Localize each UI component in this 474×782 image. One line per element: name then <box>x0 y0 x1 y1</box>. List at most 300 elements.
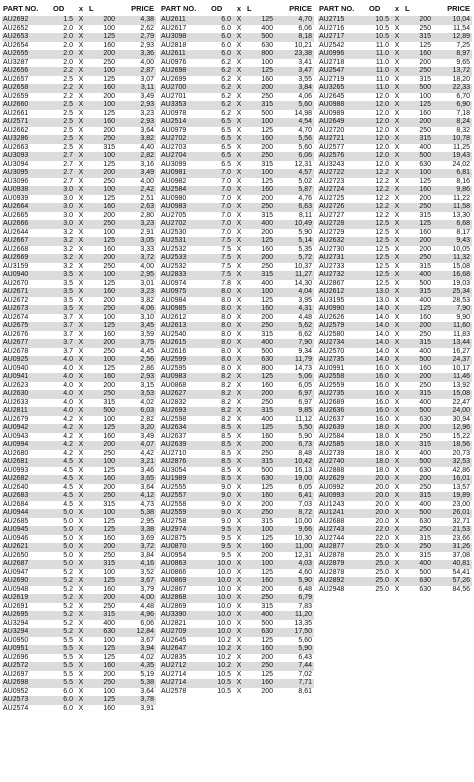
price-table <box>318 2 472 594</box>
cell-x: X <box>74 662 88 671</box>
cell-price: 8,72 <box>274 509 314 518</box>
cell-l: 100 <box>246 169 274 178</box>
cell-price: 12,89 <box>432 33 472 42</box>
cell-price: 3,72 <box>116 254 156 263</box>
cell-price: 11,54 <box>453 24 470 32</box>
header-price: PRICE <box>447 4 470 13</box>
cell-l: 160 <box>246 543 274 552</box>
table-row <box>2 203 156 212</box>
header-x: x <box>394 4 400 13</box>
cell-price: 4,00 <box>140 177 154 185</box>
cell-l: 400 <box>246 220 274 229</box>
cell-price: 24,37 <box>432 356 472 365</box>
cell-x: X <box>232 662 246 671</box>
cell-l: 125 <box>261 126 273 134</box>
cell-od: 4.2 <box>63 449 73 457</box>
cell-part-no: AU2612 <box>318 288 368 297</box>
table-row <box>2 42 156 51</box>
table-row <box>318 33 472 42</box>
cell-part-no: AU2636 <box>318 407 368 416</box>
table-row <box>160 314 314 323</box>
cell-part-no: AU2670 <box>3 279 29 287</box>
cell-l: 125 <box>103 109 115 117</box>
cell-part-no: AU2868 <box>160 594 210 603</box>
cell-part-no: AU3093 <box>2 152 52 161</box>
cell-price: 21,53 <box>432 526 472 535</box>
cell-x: X <box>74 169 88 178</box>
cell-price: 16,13 <box>294 466 312 474</box>
cell-l: 200 <box>103 670 115 678</box>
cell-l: 160 <box>88 475 116 484</box>
cell-l: 250 <box>103 177 115 185</box>
table-row <box>2 628 156 637</box>
table-row <box>2 186 156 195</box>
cell-od: 4.0 <box>52 390 74 399</box>
cell-od: 3.0 <box>52 203 74 212</box>
table-row <box>2 654 156 663</box>
cell-x: X <box>232 628 246 637</box>
cell-od: 12.2 <box>375 211 389 219</box>
cell-price: 3,82 <box>140 296 154 304</box>
cell-l: 400 <box>419 449 431 457</box>
cell-l: 160 <box>103 432 115 440</box>
table-row <box>2 620 156 629</box>
cell-price: 10,37 <box>294 262 312 270</box>
cell-part-no: AU2667 <box>2 237 52 246</box>
cell-x: X <box>232 67 246 76</box>
cell-od: 8.2 <box>221 415 231 423</box>
cell-l: 125 <box>88 577 116 586</box>
price-column-1 <box>2 2 156 780</box>
cell-part-no: AU2615 <box>160 339 210 348</box>
table-row <box>160 186 314 195</box>
cell-part-no: AU1241 <box>318 509 368 518</box>
cell-part-no: AU2684 <box>3 500 29 508</box>
cell-x: X <box>232 84 246 93</box>
table-row <box>318 467 472 476</box>
cell-price: 7,90 <box>432 305 472 314</box>
cell-x: X <box>390 135 404 144</box>
cell-part-no: AU2547 <box>318 67 368 76</box>
cell-price: 15,22 <box>452 432 470 440</box>
cell-l: 500 <box>404 356 432 365</box>
cell-od: 12.2 <box>368 169 390 178</box>
cell-x: X <box>78 126 84 134</box>
cell-part-no: AU2598 <box>161 415 187 423</box>
cell-price: 6,97 <box>298 398 312 406</box>
cell-x: X <box>232 611 246 620</box>
cell-l: 100 <box>88 67 116 76</box>
cell-x: X <box>232 118 246 127</box>
cell-price: 31,26 <box>432 543 472 552</box>
cell-price: 7,44 <box>274 662 314 671</box>
cell-part-no: AU2691 <box>3 602 29 610</box>
cell-part-no: AU2715 <box>318 16 368 25</box>
cell-od: 10.2 <box>217 636 231 644</box>
cell-od: 3.5 <box>63 296 73 304</box>
cell-price: 3,94 <box>116 645 156 654</box>
cell-part-no: AU2697 <box>3 670 29 678</box>
cell-od: 5.2 <box>52 594 74 603</box>
table-row <box>2 671 156 680</box>
cell-price: 3,11 <box>116 84 156 93</box>
cell-x: X <box>394 92 400 100</box>
cell-price: 6,70 <box>456 92 470 100</box>
cell-part-no: AU2558 <box>161 500 187 508</box>
cell-x: X <box>78 262 84 270</box>
cell-x: X <box>78 398 84 406</box>
cell-price: 4,00 <box>140 58 154 66</box>
cell-price: 2,63 <box>116 203 156 212</box>
table-row <box>2 662 156 671</box>
cell-l: 250 <box>419 381 431 389</box>
cell-x: X <box>390 33 404 42</box>
cell-l: 160 <box>88 84 116 93</box>
cell-l: 100 <box>246 288 274 297</box>
price-table <box>160 2 314 696</box>
cell-od: 12.0 <box>375 109 389 117</box>
cell-price: 3,20 <box>116 424 156 433</box>
cell-part-no: AU2740 <box>318 458 368 467</box>
cell-od: 10.0 <box>210 577 232 586</box>
cell-x: X <box>236 211 242 219</box>
cell-l: 250 <box>88 305 116 314</box>
table-row <box>160 331 314 340</box>
cell-x: X <box>78 568 84 576</box>
cell-od: 8.2 <box>210 390 232 399</box>
cell-l: 250 <box>246 509 274 518</box>
cell-od: 12.0 <box>368 152 390 161</box>
table-row <box>160 144 314 153</box>
price-table <box>2 2 156 713</box>
cell-part-no: AU2692 <box>2 16 52 25</box>
table-row <box>318 441 472 450</box>
cell-price: 5,90 <box>274 645 314 654</box>
header-l: L <box>405 4 410 13</box>
cell-x: X <box>78 687 84 695</box>
cell-x: X <box>74 101 88 110</box>
cell-l: 100 <box>88 356 116 365</box>
cell-od: 3.7 <box>52 322 74 331</box>
cell-price: 12,84 <box>116 628 156 637</box>
cell-x: X <box>232 152 246 161</box>
cell-od: 6.2 <box>221 58 231 66</box>
table-row <box>318 169 472 178</box>
table-row <box>160 620 314 629</box>
table-row <box>318 25 472 34</box>
cell-price: 42,86 <box>452 466 470 474</box>
cell-l: 200 <box>404 424 432 433</box>
cell-l: 160 <box>246 186 274 195</box>
cell-od: 6.0 <box>210 50 232 59</box>
cell-part-no: AU2644 <box>3 228 29 236</box>
cell-price: 3,64 <box>140 126 154 134</box>
cell-price: 18,20 <box>452 75 470 83</box>
cell-part-no: AU3286 <box>2 135 52 144</box>
cell-od: 3.2 <box>52 237 74 246</box>
cell-x: X <box>394 143 400 151</box>
cell-x: X <box>236 245 242 253</box>
cell-x: X <box>78 602 84 610</box>
table-row <box>160 212 314 221</box>
header-l: L <box>247 4 252 13</box>
cell-part-no: AU0939 <box>3 194 29 202</box>
cell-part-no: AU2579 <box>318 322 368 331</box>
cell-price: 2,91 <box>140 228 154 236</box>
cell-x: X <box>390 458 404 467</box>
cell-x: X <box>232 373 246 382</box>
cell-l: 160 <box>419 313 431 321</box>
cell-part-no: AU0951 <box>2 645 52 654</box>
table-row <box>318 416 472 425</box>
cell-l: 315 <box>261 602 273 610</box>
cell-l: 125 <box>103 194 115 202</box>
cell-part-no: AU2658 <box>2 84 52 93</box>
cell-x: X <box>236 619 242 627</box>
cell-od: 3.7 <box>63 330 73 338</box>
cell-price: 3,67 <box>140 636 154 644</box>
cell-od: 9.0 <box>221 500 231 508</box>
cell-l: 630 <box>246 356 274 365</box>
cell-x: X <box>394 245 400 253</box>
cell-od: 12.5 <box>375 262 389 270</box>
cell-price: 3,72 <box>116 543 156 552</box>
cell-part-no: AU0866 <box>161 568 187 576</box>
cell-price: 3,45 <box>116 322 156 331</box>
cell-part-no: AU2875 <box>161 534 187 542</box>
cell-od: 5.5 <box>52 662 74 671</box>
cell-part-no: AU0984 <box>161 296 187 304</box>
cell-price: 8,48 <box>298 449 312 457</box>
cell-l: 125 <box>419 177 431 185</box>
cell-od: 3.7 <box>63 313 73 321</box>
cell-l: 200 <box>246 84 274 93</box>
cell-l: 160 <box>261 245 273 253</box>
cell-od: 5.0 <box>52 509 74 518</box>
cell-od: 6.2 <box>210 101 232 110</box>
cell-x: X <box>74 407 88 416</box>
cell-x: X <box>394 364 400 372</box>
table-row <box>160 509 314 518</box>
cell-x: X <box>74 424 88 433</box>
cell-part-no: AU0940 <box>2 271 52 280</box>
cell-x: X <box>394 313 400 321</box>
cell-x: X <box>232 220 246 229</box>
cell-od: 4.5 <box>52 458 74 467</box>
cell-x: X <box>390 203 404 212</box>
cell-price: 3,33 <box>140 245 154 253</box>
cell-price: 3,23 <box>116 288 156 297</box>
cell-od: 11.0 <box>368 67 390 76</box>
table-row <box>160 152 314 161</box>
cell-l: 400 <box>261 415 273 423</box>
cell-od: 4.5 <box>63 483 73 491</box>
cell-price: 4,16 <box>116 560 156 569</box>
cell-l: 315 <box>88 560 116 569</box>
cell-l: 500 <box>419 279 431 287</box>
table-row <box>2 305 156 314</box>
cell-od: 5.5 <box>63 670 73 678</box>
cell-price: 16,27 <box>452 347 470 355</box>
cell-x: X <box>236 24 242 32</box>
cell-od: 5.2 <box>63 585 73 593</box>
cell-part-no: AU2666 <box>2 220 52 229</box>
cell-od: 8.5 <box>221 466 231 474</box>
cell-l: 400 <box>419 500 431 508</box>
cell-l: 200 <box>261 653 273 661</box>
cell-x: X <box>78 279 84 287</box>
cell-x: X <box>394 534 400 542</box>
cell-od: 7.5 <box>210 237 232 246</box>
cell-part-no: AU0863 <box>160 560 210 569</box>
table-row <box>2 263 156 272</box>
cell-part-no: AU2619 <box>2 594 52 603</box>
cell-l: 200 <box>261 143 273 151</box>
cell-x: X <box>394 500 400 508</box>
table-row <box>2 475 156 484</box>
cell-l: 100 <box>103 313 115 321</box>
cell-l: 100 <box>103 636 115 644</box>
cell-part-no: AU0868 <box>161 381 187 389</box>
cell-od: 2.5 <box>52 101 74 110</box>
cell-l: 250 <box>404 203 432 212</box>
table-row <box>2 127 156 136</box>
cell-od: 12.0 <box>368 118 390 127</box>
table-row <box>160 535 314 544</box>
cell-x: X <box>78 483 84 491</box>
cell-x: X <box>390 373 404 382</box>
cell-od: 4.2 <box>63 432 73 440</box>
cell-x: X <box>236 449 242 457</box>
cell-price: 4,76 <box>298 194 312 202</box>
cell-x: X <box>232 16 246 25</box>
cell-price: 6,62 <box>298 330 312 338</box>
cell-od: 4.2 <box>52 424 74 433</box>
cell-price: 6,48 <box>298 585 312 593</box>
cell-od: 10.0 <box>217 619 231 627</box>
cell-part-no: AU2668 <box>3 245 29 253</box>
cell-l: 250 <box>246 152 274 161</box>
cell-x: X <box>232 237 246 246</box>
table-row <box>318 509 472 518</box>
cell-part-no: AU3054 <box>161 466 187 474</box>
cell-x: X <box>232 560 246 569</box>
table-row <box>2 144 156 153</box>
cell-part-no: AU2696 <box>3 653 29 661</box>
cell-od: 5.2 <box>63 602 73 610</box>
cell-x: X <box>236 670 242 678</box>
cell-part-no: AU2680 <box>3 449 29 457</box>
cell-od: 9.5 <box>221 551 231 559</box>
cell-price: 8,16 <box>456 177 470 185</box>
cell-od: 20.0 <box>368 475 390 484</box>
table-row <box>2 220 156 229</box>
cell-price: 3,79 <box>140 585 154 593</box>
cell-part-no: AU2657 <box>3 75 29 83</box>
cell-part-no: AU2639 <box>160 441 210 450</box>
cell-x: X <box>74 220 88 229</box>
cell-l: 500 <box>404 407 432 416</box>
table-row <box>318 305 472 314</box>
table-row <box>2 280 156 289</box>
table-row <box>318 220 472 229</box>
cell-x: X <box>74 271 88 280</box>
cell-price: 6,03 <box>116 407 156 416</box>
cell-price: 7,83 <box>298 602 312 610</box>
cell-l: 250 <box>404 254 432 263</box>
cell-part-no: AU3294 <box>3 619 29 627</box>
cell-od: 10.5 <box>217 670 231 678</box>
cell-price: 5,38 <box>116 509 156 518</box>
cell-od: 14.0 <box>368 322 390 331</box>
cell-price: 7,90 <box>274 339 314 348</box>
cell-x: X <box>78 194 84 202</box>
cell-part-no: AU3243 <box>319 160 345 168</box>
cell-l: 250 <box>404 543 432 552</box>
cell-price: 4,00 <box>140 262 154 270</box>
cell-price: 9,85 <box>274 407 314 416</box>
cell-od: 9.0 <box>210 492 232 501</box>
cell-part-no: AU3099 <box>161 160 187 168</box>
header-part-no: PART NO. <box>3 4 39 13</box>
cell-l: 200 <box>103 211 115 219</box>
cell-od: 10.2 <box>210 645 232 654</box>
cell-price: 11,12 <box>295 415 312 423</box>
cell-price: 3,67 <box>116 577 156 586</box>
cell-x: X <box>236 483 242 491</box>
cell-l: 400 <box>246 339 274 348</box>
cell-part-no: AU2730 <box>319 245 345 253</box>
cell-od: 7.5 <box>221 245 231 253</box>
cell-price: 3,59 <box>140 330 154 338</box>
cell-l: 250 <box>103 58 115 66</box>
cell-od: 5.0 <box>52 543 74 552</box>
cell-l: 100 <box>103 415 115 423</box>
cell-od: 5.0 <box>52 560 74 569</box>
cell-part-no: AU1989 <box>160 475 210 484</box>
table-row <box>2 348 156 357</box>
cell-part-no: AU2727 <box>319 211 345 219</box>
cell-l: 500 <box>404 509 432 518</box>
cell-l: 315 <box>246 458 274 467</box>
cell-part-no: AU2724 <box>318 186 368 195</box>
cell-od: 4.0 <box>63 398 73 406</box>
cell-part-no: AU2678 <box>3 347 29 355</box>
cell-part-no: AU3098 <box>160 33 210 42</box>
cell-price: 3,21 <box>116 458 156 467</box>
table-row <box>318 254 472 263</box>
cell-x: X <box>236 364 242 372</box>
cell-price: 8,11 <box>298 211 312 219</box>
table-row <box>160 280 314 289</box>
table-row <box>2 526 156 535</box>
cell-x: X <box>236 568 242 576</box>
table-row <box>2 33 156 42</box>
cell-x: X <box>78 636 84 644</box>
cell-x: X <box>74 33 88 42</box>
cell-l: 200 <box>404 475 432 484</box>
cell-x: X <box>394 126 400 134</box>
cell-od: 3.2 <box>63 245 73 253</box>
table-row <box>2 696 156 705</box>
cell-part-no: AU2709 <box>160 628 210 637</box>
cell-x: X <box>394 160 400 168</box>
cell-x: X <box>78 670 84 678</box>
cell-price: 5,60 <box>298 143 312 151</box>
cell-x: X <box>74 356 88 365</box>
cell-l: 200 <box>246 441 274 450</box>
cell-od: 7.8 <box>221 279 231 287</box>
